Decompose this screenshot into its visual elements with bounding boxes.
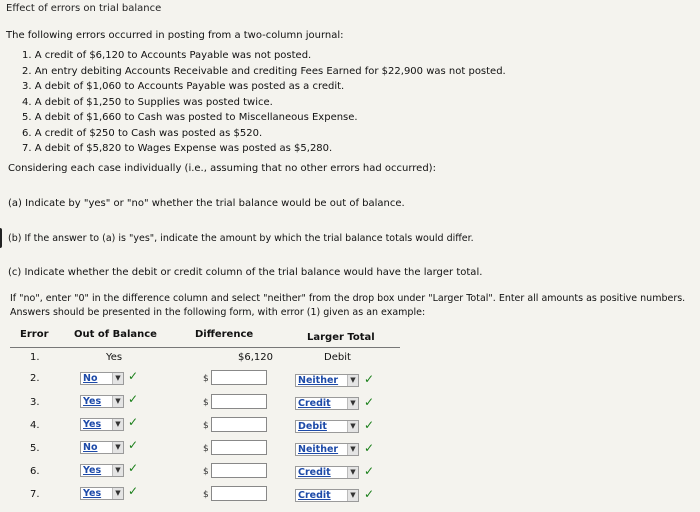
- row-7-error-number: 7.: [30, 489, 40, 500]
- chevron-down-icon: ▼: [112, 419, 123, 430]
- row-6-out-of-balance-select[interactable]: [80, 464, 124, 477]
- currency-label: $: [203, 444, 209, 454]
- header-difference: Difference: [195, 329, 254, 340]
- check-icon: ✓: [128, 392, 139, 406]
- error-item-5: 5. A debit of $1,660 to Cash was posted to Miscellaneous Expense.: [22, 112, 358, 123]
- row-7-out-of-balance-select[interactable]: [80, 487, 124, 500]
- header-larger-total: Larger Total: [307, 332, 375, 343]
- example-out-of-balance: Yes: [106, 352, 123, 363]
- row-3-difference-input[interactable]: [211, 394, 267, 409]
- row-3-larger-total-value: Credit: [298, 398, 331, 409]
- row-6-error-number: 6.: [30, 466, 40, 477]
- question-c: (c) Indicate whether the debit or credit column of the trial balance would have the larger total.: [8, 267, 483, 278]
- instructions: [10, 292, 685, 320]
- row-3-out-of-balance-value: Yes: [83, 396, 102, 407]
- check-icon: ✓: [364, 418, 375, 432]
- check-icon: ✓: [364, 372, 375, 386]
- check-icon: ✓: [364, 464, 375, 478]
- row-4-difference-input[interactable]: [211, 417, 267, 432]
- currency-label: $: [203, 398, 209, 408]
- example-larger-total: Debit: [324, 352, 351, 363]
- header-divider: [10, 347, 400, 348]
- currency-label: $: [203, 421, 209, 431]
- chevron-down-icon: ▼: [112, 442, 123, 453]
- instructions-line-2: Answers should be presented in the following form, with error (1) given as an example:: [10, 307, 426, 318]
- row-3-error-number: 3.: [30, 397, 40, 408]
- chevron-down-icon: ▼: [347, 375, 358, 386]
- row-2-error-number: 2.: [30, 373, 40, 384]
- chevron-down-icon: ▼: [347, 398, 358, 409]
- check-icon: ✓: [128, 369, 139, 383]
- row-7-larger-total-select[interactable]: [295, 489, 359, 502]
- chevron-down-icon: ▼: [347, 490, 358, 501]
- chevron-down-icon: ▼: [112, 488, 123, 499]
- row-7-larger-total-value: Credit: [298, 490, 331, 501]
- error-list: [22, 48, 506, 157]
- chevron-down-icon: ▼: [112, 396, 123, 407]
- chevron-down-icon: ▼: [347, 444, 358, 455]
- header-out-of-balance: Out of Balance: [74, 329, 157, 340]
- row-3-out-of-balance-select[interactable]: [80, 395, 124, 408]
- check-icon: ✓: [364, 395, 375, 409]
- row-6-larger-total-value: Credit: [298, 467, 331, 478]
- currency-label: $: [203, 490, 209, 500]
- row-4-out-of-balance-value: Yes: [83, 419, 102, 430]
- error-item-3: 3. A debit of $1,060 to Accounts Payable was posted as a credit.: [22, 81, 345, 92]
- check-icon: ✓: [128, 415, 139, 429]
- row-6-out-of-balance-value: Yes: [83, 465, 102, 476]
- check-icon: ✓: [364, 441, 375, 455]
- row-2-larger-total-value: Neither: [298, 375, 339, 386]
- chevron-down-icon: ▼: [112, 465, 123, 476]
- error-item-7: 7. A debit of $5,820 to Wages Expense was posted as $5,280.: [22, 143, 333, 154]
- row-2-difference-input[interactable]: [211, 370, 267, 385]
- row-7-difference-input[interactable]: [211, 486, 267, 501]
- error-item-6: 6. A credit of $250 to Cash was posted as $520.: [22, 127, 263, 139]
- row-5-error-number: 5.: [30, 443, 40, 454]
- row-6-difference-input[interactable]: [211, 463, 267, 478]
- row-5-difference-input[interactable]: [211, 440, 267, 455]
- error-item-1: 1. A credit of $6,120 to Accounts Payable was not posted.: [22, 50, 312, 61]
- row-2-larger-total-select[interactable]: [295, 374, 359, 387]
- example-error-number: 1.: [30, 352, 40, 363]
- row-6-larger-total-select[interactable]: [295, 466, 359, 479]
- row-4-out-of-balance-select[interactable]: [80, 418, 124, 431]
- header-error: Error: [20, 329, 49, 340]
- intro-text: The following errors occurred in posting from a two-column journal:: [6, 30, 344, 41]
- scroll-edge-marker: [0, 228, 2, 248]
- row-4-error-number: 4.: [30, 420, 40, 431]
- check-icon: ✓: [364, 487, 375, 501]
- row-4-larger-total-value: Debit: [298, 421, 327, 432]
- row-3-larger-total-select[interactable]: [295, 397, 359, 410]
- considering-text: Considering each case individually (i.e., assuming that no other errors had occurred):: [8, 163, 436, 174]
- row-2-out-of-balance-select[interactable]: [80, 372, 124, 385]
- example-difference: $6,120: [238, 352, 273, 363]
- row-5-larger-total-select[interactable]: [295, 443, 359, 456]
- error-item-2: 2. An entry debiting Accounts Receivable and crediting Fees Earned for $22,900 was not posted.: [22, 65, 506, 77]
- check-icon: ✓: [128, 438, 139, 452]
- chevron-down-icon: ▼: [112, 373, 123, 384]
- row-5-out-of-balance-value: No: [83, 442, 98, 453]
- row-4-larger-total-select[interactable]: [295, 420, 359, 433]
- check-icon: ✓: [128, 484, 139, 498]
- chevron-down-icon: ▼: [347, 467, 358, 478]
- currency-label: $: [203, 467, 209, 477]
- question-b: (b) If the answer to (a) is "yes", indicate the amount by which the trial balance totals would differ.: [8, 233, 474, 244]
- currency-label: $: [203, 374, 209, 384]
- question-a: (a) Indicate by "yes" or "no" whether the trial balance would be out of balance.: [8, 198, 405, 209]
- page-title: Effect of errors on trial balance: [6, 3, 162, 14]
- row-5-larger-total-value: Neither: [298, 444, 339, 455]
- error-item-4: 4. A debit of $1,250 to Supplies was posted twice.: [22, 96, 273, 108]
- instructions-line-1: If "no", enter "0" in the difference column and select "neither" from the drop box under "Larger Total". Enter all amounts as positive numbers.: [10, 293, 686, 304]
- row-5-out-of-balance-select[interactable]: [80, 441, 124, 454]
- check-icon: ✓: [128, 461, 139, 475]
- row-2-out-of-balance-value: No: [83, 373, 98, 384]
- row-7-out-of-balance-value: Yes: [83, 488, 102, 499]
- chevron-down-icon: ▼: [347, 421, 358, 432]
